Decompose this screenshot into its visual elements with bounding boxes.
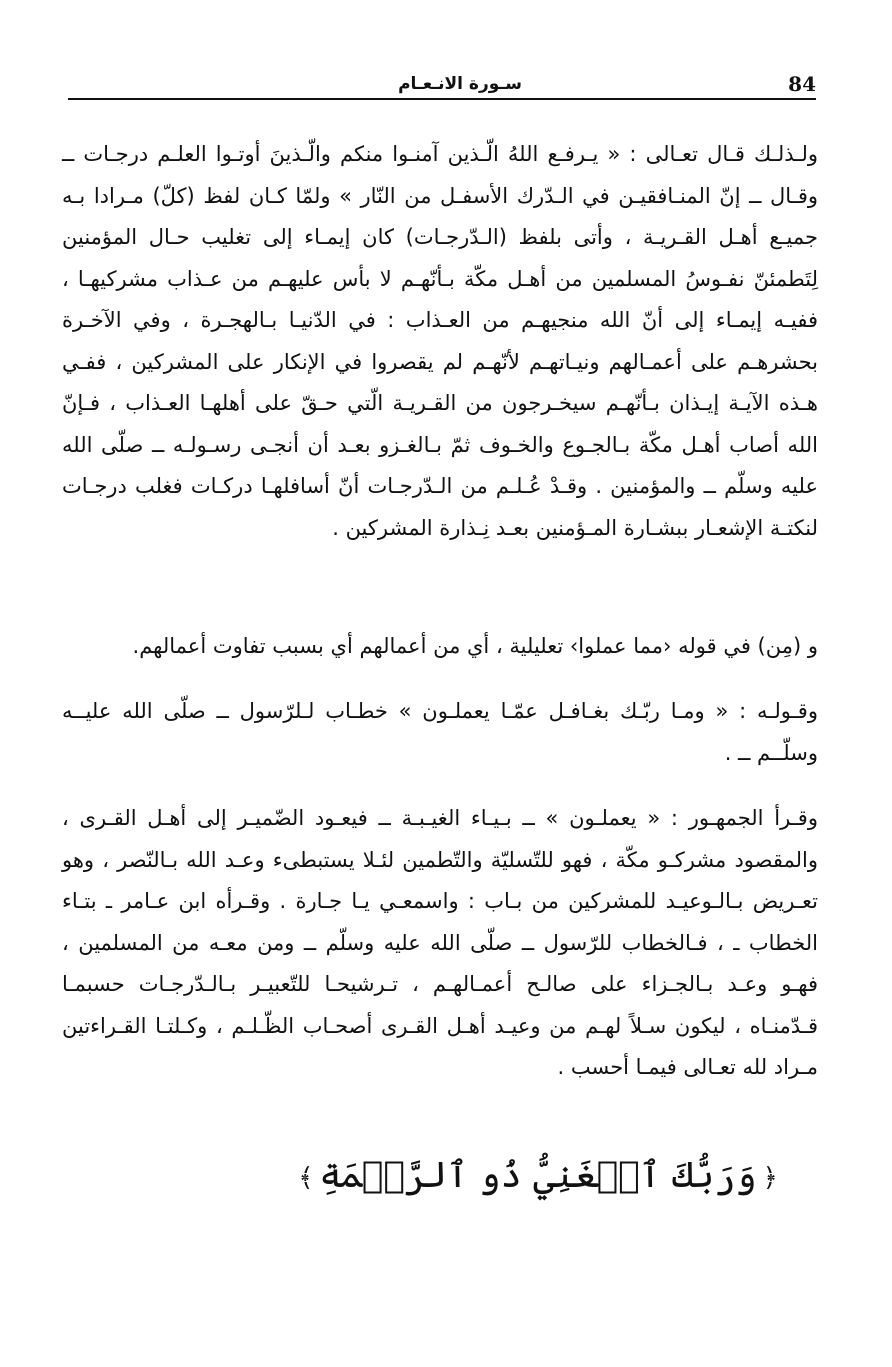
paragraph-text: وقـولـه : « ومـا ربّـك بغـافـل عمّـا يعملـون » خطـاب لـلرّسول ــ صلّى الله عليــه وسلّــم ــ . [62, 699, 818, 765]
paragraph-text: ولـذلـك قـال تعـالى : « يـرفـع اللهُ الّـذين آمنـوا منكم والّـذينَ أوتـوا العلـم درجـات ــ وقـال ــ إنّ المنـافقيـن في الـدّرك الأسفـل من النّار » ولمّا كـان لفظ (كلّ) مـرادا بـه جميـع أهـل القـريـة ، وأتى بلفظ (الـدّرجـات) كان إيمـاء إلى تغليب حـال المؤمنين لِتَطمئنّ نفـوسُ المسلمين من أهـل مكّة بـأنّهـم لا بأس عليهـم من عـذاب مشركيهـا ، ففيـه إيمـاء إلى أنّ الله منجيهـم من العـذاب : في الدّنيـا بـالهجـرة ، وفي الآخـرة بحشرهـم على أعمـالهم ونيـاتهـم لأنّهـم لم يقصروا في الإنكار على المشركين ، ففـي هـذه الآيـة إيـذان بـأنّهـم سيخـرجون من القـريـة الّتي حـقّ على أهلهـا العـذاب ، فـإنّ الله أصاب أهـل مكّة بـالجـوع والخـوف ثمّ بـالغـزو بعـد أن أنجـى رسـولـه ــ صلّى الله عليه وسلّم ــ والمؤمنين . وقـدْ عُـلـم من الـدّرجـات أنّ أسافلهـا دركـات فغلب درجـات لنكتـة الإشعـار ببشـارة المـؤمنين بعـد نِـذارة المشركين . [62, 142, 818, 540]
quran-verse [280, 1136, 796, 1218]
verse-close-bracket: ﴾ [298, 1163, 314, 1193]
verse-open-bracket: ﴿ [762, 1163, 778, 1193]
page-number: 84 [788, 72, 816, 96]
paragraph-1 [62, 134, 818, 549]
page-header [68, 66, 816, 100]
surah-title: سـورة الانـعـام [398, 74, 522, 94]
paragraph-3 [62, 691, 818, 774]
paragraph-text: و (مِن) في قوله ‹مما عملوا› تعليلية ، أي من أعمالهم أي بسبب تفاوت أعمالهم. [132, 634, 818, 658]
paragraph-2 [62, 626, 818, 668]
paragraph-4 [62, 798, 818, 1089]
paragraph-text: وقـرأ الجمهـور : « يعملـون » ــ بـيـاء الغيـبـة ــ فيعـود الضّميـر إلى أهـل القـرى ، والمقصود مشركـو مكّة ، فهو للتّسليّة والتّطمين لئـلا يستبطىء وعـد الله بـالنّصر ، وهو تعـريض بـالـوعيـد للمشركين من بـاب : واسمعـي يـا جـارة . وقـرأه ابن عـامر ـ بتـاء الخطاب ـ ، فـالخطاب للرّسول ــ صلّى الله عليه وسلّم ــ ومن معـه من المسلمين ، فهـو وعـد بـالجـزاء على صالـح أعمـالهـم ، تـرشيحـا للتّعبيـر بـالـدّرجـات حسبمـا قـدّمنـاه ، ليكون سـلاً لهـم من وعيـد أهـل القـرى أصحـاب الظّـلـم ، وكـلتـا القـراءتين مـراد لله تعـالى فيمـا أحسب . [62, 806, 818, 1079]
verse-text: وَرَبُّكَ ٱلۡغَنِيُّ ذُو ٱلرَّحۡمَةِ [319, 1155, 757, 1196]
